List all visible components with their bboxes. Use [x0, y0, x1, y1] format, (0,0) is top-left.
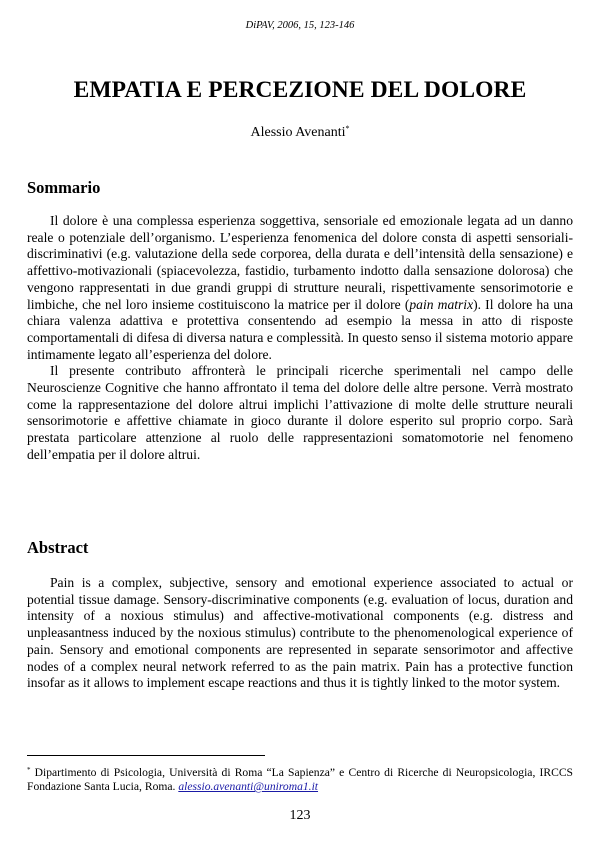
- sommario-p1-text-a: Il dolore è una complessa esperienza soggettiva, sensoriale ed emozionale legata ad un danno reale o potenziale dell’organismo. L’esperienza fenomenica del dolore consta di aspetti sensoriali-discriminativi (e.g. valutazione della sede corporea, della durata e dell’intensità della sensazione) e affettivo-motivazionali (spiacevolezza, fastidio, turbamento indotto dalla sensazione dolorosa) che vengono rappresentati in due grandi gruppi di strutture neurali, rispettivamente sensorimotorie e limbiche, che nel loro insieme costituiscono la matrice per il dolore (: [27, 213, 573, 312]
- sommario-p1-italic-term: pain matrix: [409, 296, 474, 312]
- abstract-paragraph-1: Pain is a complex, subjective, sensory and emotional experience associated to actual or potential tissue damage. Sensory-discriminative components (e.g. evaluation of locus, duration and intensity of a noxious stimulus) and affective-motivational components (e.g. distress and unpleasantness induced by the noxious stimulus) contribute to the phenomenological experience of pain. Sensory and emotional components are represented in separate sensorimotor and affective nodes of a complex neural network referred to as the pain matrix. Pain has a protective function insofar as it allows to implement escape reactions and thus it is tightly linked to the motor system.: [27, 575, 573, 691]
- sommario-body: [27, 213, 573, 464]
- author-line: [0, 124, 600, 141]
- abstract-body: [27, 575, 573, 692]
- footnote-mark: *: [27, 766, 31, 774]
- sommario-p1-text-b: ). Il dolore ha una chiara valenza adattiva e protettiva consentendo ad esempio la messa in atto di risposte comportamentali di difesa di diversa natura e complessità. In questo senso il sistema motorio appare intimamente legato all’esperienza del dolore.: [27, 296, 573, 362]
- author-footnote-mark: *: [345, 124, 350, 133]
- abstract-heading: Abstract: [27, 538, 89, 557]
- sommario-heading: Sommario: [27, 178, 101, 197]
- author-email-link[interactable]: alessio.avenanti@uniroma1.it: [178, 780, 319, 794]
- footnote-affiliation: Dipartimento di Psicologia, Università di Roma “La Sapienza” e Centro di Ricerche di Neuropsicologia, IRCCS Fondazione Santa Lucia, Roma.: [27, 766, 573, 794]
- page-number: 123: [289, 808, 311, 823]
- sommario-paragraph-2: Il presente contributo affronterà le principali ricerche sperimentali nel campo delle Neuroscienze Cognitive che hanno affrontato il tema del dolore delle altre persone. Verrà mostrato come la rappresentazione del dolore altrui implichi l’attivazione di molte delle strutture neurali sensorimotorie e affettive chiamate in gioco durante il dolore esperito sul proprio corpo. Sarà prestata particolare attenzione al ruolo delle rappresentazioni somatomotorie nel fenomeno dell’empatia per il dolore altrui.: [27, 363, 573, 462]
- author-name: Alessio Avenanti: [250, 125, 346, 140]
- paper-title: EMPATIA E PERCEZIONE DEL DOLORE: [73, 77, 527, 103]
- sommario-paragraph-1: [27, 213, 573, 363]
- running-head: DiPAV, 2006, 15, 123-146: [245, 20, 355, 31]
- footnote: [27, 763, 573, 794]
- footnote-separator: [27, 755, 265, 756]
